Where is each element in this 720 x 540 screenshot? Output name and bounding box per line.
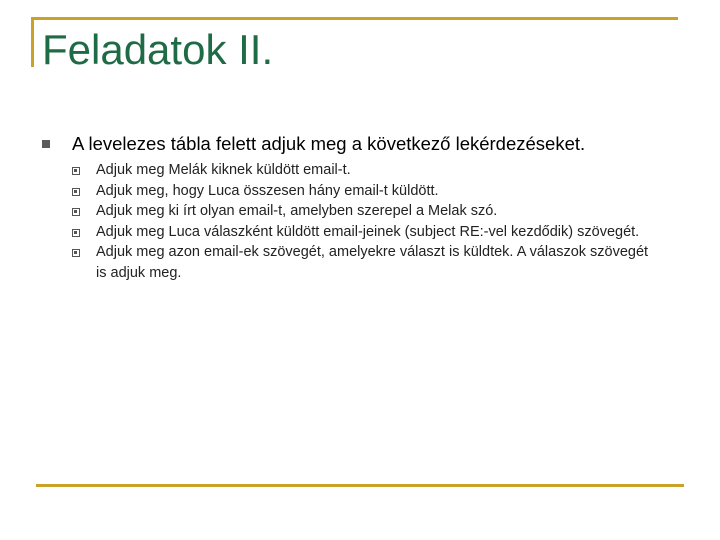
sub-bullet-item (40, 242, 651, 283)
slide-title: Feladatok II. (42, 26, 274, 73)
sub-bullet-text: Adjuk meg azon email-ek szövegét, amelyekre választ is küldtek. A válaszok szövegét is adjuk meg. (96, 244, 649, 281)
main-bullet-item (40, 132, 680, 156)
top-frame-line (31, 17, 678, 20)
main-bullet-text: A levelezes tábla felett adjuk meg a következő lekérdezéseket. (72, 133, 586, 154)
sub-bullet-text: Adjuk meg Luca válaszként küldött email-jeinek (subject RE:-vel kezdődik) szövegét. (96, 223, 640, 240)
sub-bullet-list (40, 160, 680, 283)
sub-bullet-text: Adjuk meg, hogy Luca összesen hány email-t küldött. (96, 182, 439, 199)
sub-bullet-item (40, 201, 651, 222)
sub-bullet-item (40, 181, 651, 202)
checkbox-bullet-icon (72, 188, 80, 196)
checkbox-bullet-icon (72, 249, 80, 257)
sub-bullet-text: Adjuk meg ki írt olyan email-t, amelyben szerepel a Melak szó. (96, 203, 498, 219)
checkbox-bullet-icon (72, 208, 80, 216)
checkbox-bullet-icon (72, 167, 80, 175)
sub-bullet-item (40, 222, 651, 243)
sub-bullet-item (40, 160, 651, 181)
left-frame-line (31, 17, 34, 67)
checkbox-bullet-icon (72, 229, 80, 237)
sub-bullet-text: Adjuk meg Melák kiknek küldött email-t. (96, 162, 351, 178)
bottom-frame-line (36, 484, 684, 487)
slide-content (40, 132, 680, 283)
square-bullet-icon (42, 140, 50, 148)
